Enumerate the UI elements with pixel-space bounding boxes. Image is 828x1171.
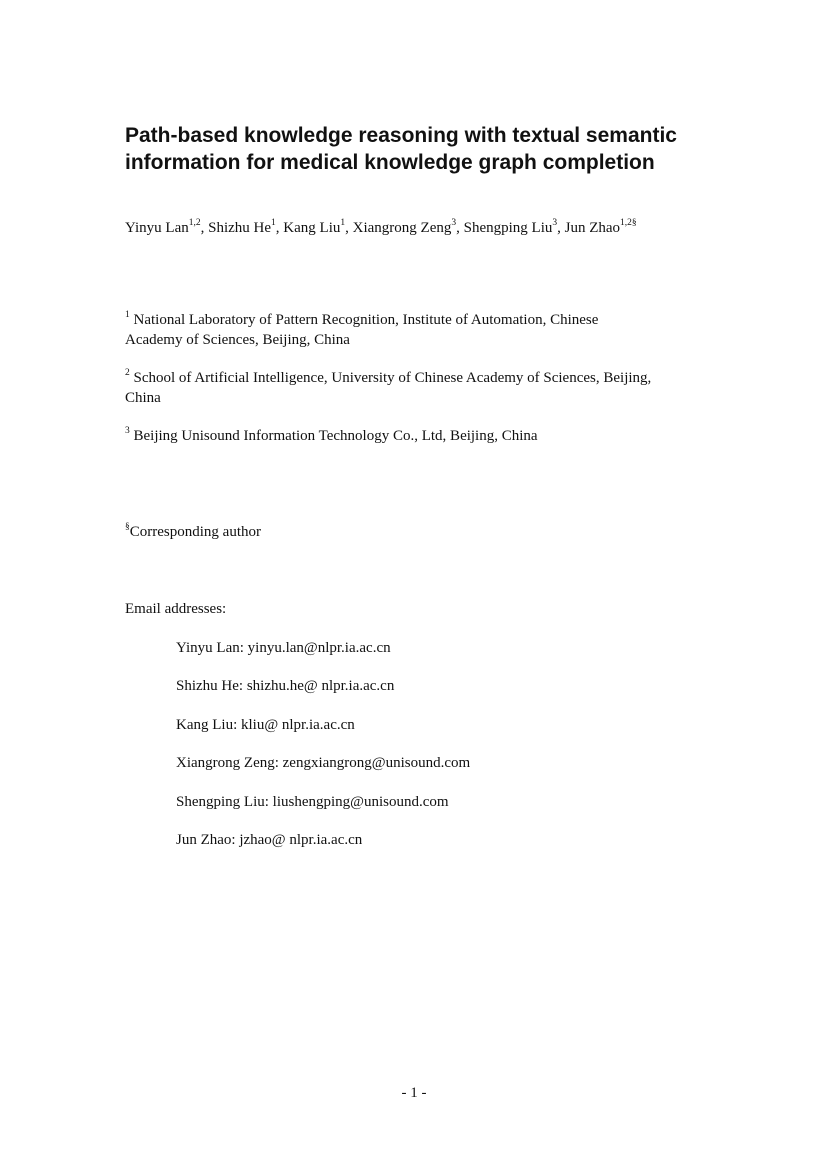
author-name: Jun Zhao: [564, 220, 621, 236]
author-affiliation-mark: 1: [340, 218, 346, 228]
affiliation-mark: 3: [125, 426, 130, 436]
email-entry: Yinyu Lan: yinyu.lan@nlpr.ia.ac.cn: [176, 640, 391, 656]
title-line-1: Path-based knowledge reasoning with textual semantic: [125, 124, 677, 147]
email-entry: Kang Liu: kliu@ nlpr.ia.ac.cn: [176, 716, 355, 733]
author-name: Xiangrong Zeng: [352, 220, 452, 236]
email-list: [176, 638, 470, 868]
affiliation-text-continued: China: [125, 389, 161, 406]
author-separator: ,: [275, 220, 284, 236]
author-name: Kang Liu: [283, 220, 341, 236]
author-name: Shengping Liu: [463, 220, 553, 236]
corresponding-text: Corresponding author: [129, 524, 261, 540]
corresponding-mark: §: [125, 522, 130, 532]
author-separator: ,: [345, 220, 353, 236]
title-line-2: information for medical knowledge graph completion: [125, 151, 655, 174]
affiliation-text: Beijing Unisound Information Technology Co., Ltd, Beijing, China: [133, 428, 538, 444]
author-affiliation-mark: 3: [552, 218, 558, 228]
page-number: - 1 -: [401, 1085, 427, 1101]
affiliation-1: [125, 311, 725, 350]
author-affiliation-mark: 3: [451, 218, 457, 228]
affiliation-mark: 1: [125, 310, 130, 320]
author-separator: ,: [200, 220, 209, 236]
affiliation-text: School of Artificial Intelligence, University of Chinese Academy of Sciences, Beijing,: [133, 370, 652, 386]
affiliation-mark: 2: [125, 368, 130, 378]
paper-title: [125, 122, 765, 176]
affiliation-text-continued: Academy of Sciences, Beijing, China: [125, 331, 350, 348]
author-affiliation-mark: 1,2: [188, 218, 201, 228]
author-name: Yinyu Lan: [125, 220, 189, 236]
author-affiliation-mark: 1,2§: [620, 218, 637, 228]
affiliation-text: National Laboratory of Pattern Recognition, Institute of Automation, Chinese: [133, 312, 599, 328]
author-separator: ,: [456, 220, 464, 236]
email-heading: Email addresses:: [125, 601, 227, 617]
email-entry: Shizhu He: shizhu.he@ nlpr.ia.ac.cn: [176, 678, 395, 695]
email-entry: Xiangrong Zeng: zengxiangrong@unisound.com: [176, 755, 471, 772]
author-name: Shizhu He: [208, 220, 272, 236]
email-entry: Jun Zhao: jzhao@ nlpr.ia.ac.cn: [176, 831, 363, 848]
author-separator: ,: [557, 220, 565, 236]
author-list: [125, 218, 637, 238]
author-affiliation-mark: 1: [271, 218, 276, 228]
email-entry: Shengping Liu: liushengping@unisound.com: [176, 793, 449, 810]
corresponding-author-note: [125, 522, 261, 542]
affiliation-3: [125, 427, 725, 447]
affiliation-2: [125, 369, 725, 408]
